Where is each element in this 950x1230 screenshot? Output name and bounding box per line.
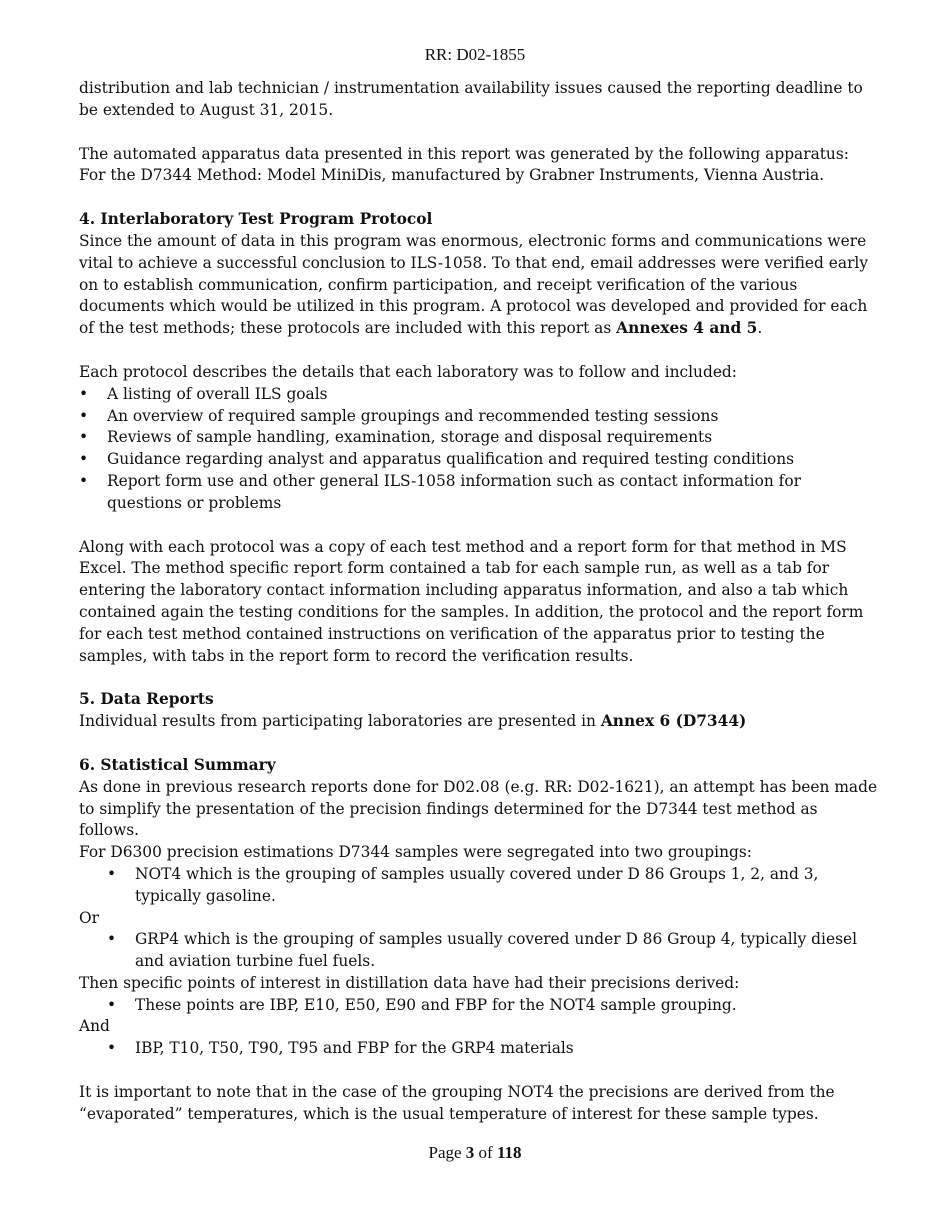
page-label: Page <box>428 1143 462 1162</box>
not4-points-list <box>79 995 879 1017</box>
page-header <box>0 45 950 65</box>
section-5-paragraph: Individual results from participating laboratories are presented in Annex 6 (D7344) <box>79 712 747 731</box>
section-6-paragraph-3: Then specific points of interest in distillation data have had their precisions derived: <box>79 973 740 992</box>
list-item: • IBP, T10, T50, T90, T95 and FBP for the GRP4 materials <box>79 1038 879 1060</box>
report-id: RR: D02-1855 <box>424 45 526 64</box>
annexes-reference: Annexes 4 and 5 <box>616 319 758 338</box>
annex-6-reference: Annex 6 (D7344) <box>600 712 747 731</box>
grp4-points-list <box>79 1038 879 1060</box>
list-item: • These points are IBP, E10, E50, E90 and FBP for the NOT4 sample grouping. <box>79 995 879 1017</box>
and-label: And <box>79 1017 110 1036</box>
section-5-heading: 5. Data Reports <box>79 690 214 709</box>
section-4-heading: 4. Interlaboratory Test Program Protocol <box>79 210 433 229</box>
section-6-heading: 6. Statistical Summary <box>79 755 276 774</box>
not4-list <box>79 864 879 908</box>
list-item: • Reviews of sample handling, examination, storage and disposal requirements <box>79 427 879 449</box>
or-label: Or <box>79 908 99 927</box>
intro-paragraph-2: The automated apparatus data presented in this report was generated by the following apparatus: For the D7344 Method: Model MiniDis, manufactured by Grabner Instruments, Vienna Austria. <box>79 144 849 185</box>
section-4-paragraph-1: Since the amount of data in this program was enormous, electronic forms and communications were vital to achieve a successful conclusion to ILS-1058. To that end, email addresses were verified early on to establish communication, confirm participation, and receipt verification of the various documents which would be utilized in this program. A protocol was developed and provided for each of the test methods; these protocols are included with this report as Annexes 4 and 5. <box>79 231 869 338</box>
list-item: • NOT4 which is the grouping of samples usually covered under D 86 Groups 1, 2, and 3, typically gasoline. <box>79 864 879 908</box>
list-item: • GRP4 which is the grouping of samples usually covered under D 86 Group 4, typically diesel and aviation turbine fuel fuels. <box>79 929 879 973</box>
list-item: • A listing of overall ILS goals <box>79 384 879 406</box>
page-footer <box>0 1143 950 1163</box>
section-6-paragraph-4: It is important to note that in the case of the grouping NOT4 the precisions are derived from the “evaporated” temperatures, which is the usual temperature of interest for these sample types. <box>79 1083 835 1123</box>
list-item: • Report form use and other general ILS-1058 information such as contact information for questions or problems <box>79 471 879 515</box>
page-number: 3 <box>465 1143 475 1162</box>
page-content <box>79 78 879 1126</box>
section-6-paragraph-2: For D6300 precision estimations D7344 samples were segregated into two groupings: <box>79 843 752 862</box>
section-4-paragraph-2: Each protocol describes the details that each laboratory was to follow and included: <box>79 362 737 381</box>
section-4-paragraph-3: Along with each protocol was a copy of each test method and a report form for that method in MS Excel. The method specific report form contained a tab for each sample run, as well as a tab for entering the laboratory contact information including apparatus information, and also a tab which contained again the testing conditions for the samples. In addition, the protocol and the report form for each test method contained instructions on verification of the apparatus prior to testing the samples, with tabs in the report form to record the verification results. <box>79 537 864 665</box>
intro-paragraph-1: distribution and lab technician / instrumentation availability issues caused the reporting deadline to be extended to August 31, 2015. <box>79 79 863 119</box>
section-6-paragraph-1: As done in previous research reports done for D02.08 (e.g. RR: D02-1621), an attempt has been made to simplify the presentation of the precision findings determined for the D7344 test method as follows. <box>79 777 878 840</box>
list-item: • An overview of required sample groupings and recommended testing sessions <box>79 406 879 428</box>
total-pages: 118 <box>496 1143 522 1162</box>
of-label: of <box>478 1143 493 1162</box>
protocol-details-list <box>79 384 879 515</box>
grp4-list <box>79 929 879 973</box>
list-item: • Guidance regarding analyst and apparatus qualification and required testing conditions <box>79 449 879 471</box>
